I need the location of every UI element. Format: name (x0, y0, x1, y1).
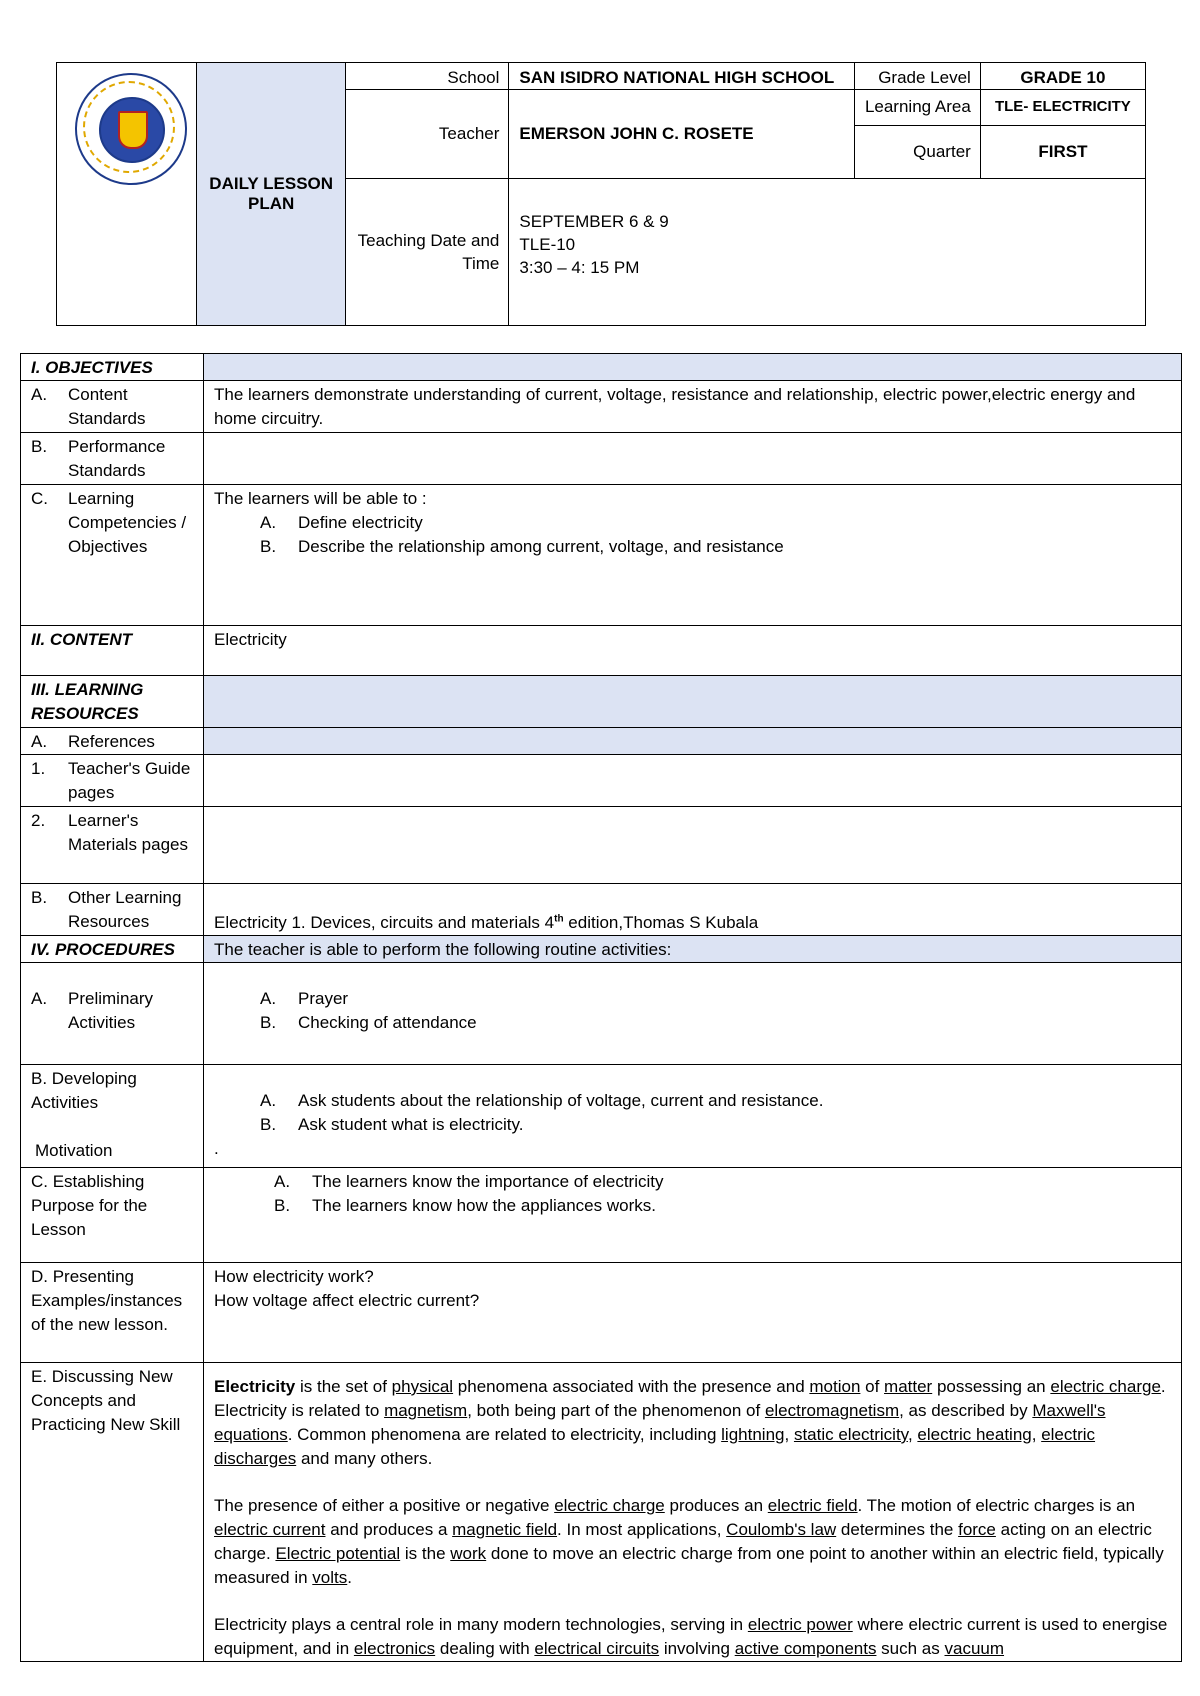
content-text: Electricity (204, 626, 1182, 676)
discussing-label: E. Discussing New Concepts and Practicing New Skill (21, 1363, 204, 1662)
date-line: 3:30 – 4: 15 PM (519, 257, 640, 277)
list-item: A. Prayer (260, 989, 349, 1008)
date-line: TLE-10 (519, 234, 576, 254)
area-label: Learning Area (854, 90, 980, 126)
presenting-label: D. Presenting Examples/instances of the new lesson. (21, 1263, 204, 1363)
paragraph-2: The presence of either a positive or negative electric charge produces an electric field. The motion of electric charges is an electric current and produces a magnetic field. In most applications, Coulomb's law determines the force acting on an electric charge. Electric potential is the work done to move an electric charge from one point to another within an electric field, typically measured in volts. (214, 1496, 1164, 1587)
header-table (56, 62, 1146, 326)
performance-standards-text (204, 433, 1182, 485)
performance-standards-label: B. Performance Standards (21, 433, 204, 485)
list-item: B. Describe the relationship among current, voltage, and resistance (260, 537, 784, 556)
content-heading: II. CONTENT (21, 626, 204, 676)
competencies-label: C. Learning Competencies / Objectives (21, 485, 204, 626)
procedures-heading: IV. PROCEDURES (21, 936, 204, 963)
paragraph-3: Electricity plays a central role in many modern technologies, serving in electric power where electric current is used to energise equipment, and in electronics dealing with electrical circuits involving active components such as vacuum (214, 1615, 1168, 1658)
deped-seal-logo (75, 73, 187, 185)
quarter-label: Quarter (854, 126, 980, 179)
procedures-intro: The teacher is able to perform the following routine activities: (204, 936, 1182, 963)
school-label: School (346, 63, 509, 90)
content-standards-label: A. Content Standards (21, 381, 204, 433)
list-item: A. Define electricity (260, 513, 423, 532)
paragraph-1: Electricity is the set of physical phenomena associated with the presence and motion of matter possessing an electric charge. Electricity is related to magnetism, both being part of the phenomenon of electromagnetism, as described by Maxwell's equations. Common phenomena are related to electricity, including lightning, static electricity, electric heating, electric discharges and many others. (214, 1377, 1166, 1468)
logo-cell (57, 63, 197, 326)
school-value: SAN ISIDRO NATIONAL HIGH SCHOOL (509, 63, 854, 90)
discussing-text (204, 1363, 1182, 1662)
quarter-value: FIRST (980, 126, 1145, 179)
grade-value: GRADE 10 (980, 63, 1145, 90)
preliminary-label: A. Preliminary Activities (21, 963, 204, 1065)
learners-materials-label: 2. Learner's Materials pages (21, 807, 204, 884)
list-item: B. Checking of attendance (260, 1013, 477, 1032)
teacher-label: Teacher (346, 90, 509, 179)
teachers-guide-label: 1. Teacher's Guide pages (21, 755, 204, 807)
grade-label: Grade Level (854, 63, 980, 90)
area-value: TLE- ELECTRICITY (980, 90, 1145, 126)
list-item: B. The learners know how the appliances works. (274, 1196, 656, 1215)
date-line: SEPTEMBER 6 & 9 (519, 211, 669, 231)
resources-heading: III. LEARNING RESOURCES (21, 676, 204, 728)
motivation-label: Motivation (35, 1141, 113, 1160)
objectives-heading: I. OBJECTIVES (21, 354, 204, 381)
list-item: A. Ask students about the relationship of voltage, current and resistance. (260, 1091, 824, 1110)
preliminary-text (204, 963, 1182, 1065)
other-resources-label: B. Other Learning Resources (21, 884, 204, 936)
teacher-value: EMERSON JOHN C. ROSETE (509, 90, 854, 179)
lesson-plan-table (20, 353, 1182, 1662)
developing-label: B. Developing Activities Motivation (21, 1065, 204, 1168)
references-label: A. References (21, 728, 204, 755)
list-item: B. Ask student what is electricity. (260, 1115, 524, 1134)
list-item: A. The learners know the importance of electricity (274, 1172, 664, 1191)
dlp-title: DAILY LESSON PLAN (197, 63, 346, 326)
date-value (509, 179, 1146, 326)
content-standards-text: The learners demonstrate understanding of current, voltage, resistance and relationship, electric power,electric energy and home circuitry. (204, 381, 1182, 433)
date-label: Teaching Date and Time (346, 179, 509, 326)
other-resources-text: Electricity 1. Devices, circuits and materials 4th edition,Thomas S Kubala (204, 884, 1182, 936)
presenting-text: How electricity work? How voltage affect electric current? (204, 1263, 1182, 1363)
purpose-label: C. Establishing Purpose for the Lesson (21, 1168, 204, 1263)
developing-text: A. Ask students about the relationship of voltage, current and resistance. B. Ask student what is electricity. . (204, 1065, 1182, 1168)
competencies-text: The learners will be able to : A. Define electricity B. Describe the relationship among current, voltage, and resistance (204, 485, 1182, 626)
purpose-text (204, 1168, 1182, 1263)
